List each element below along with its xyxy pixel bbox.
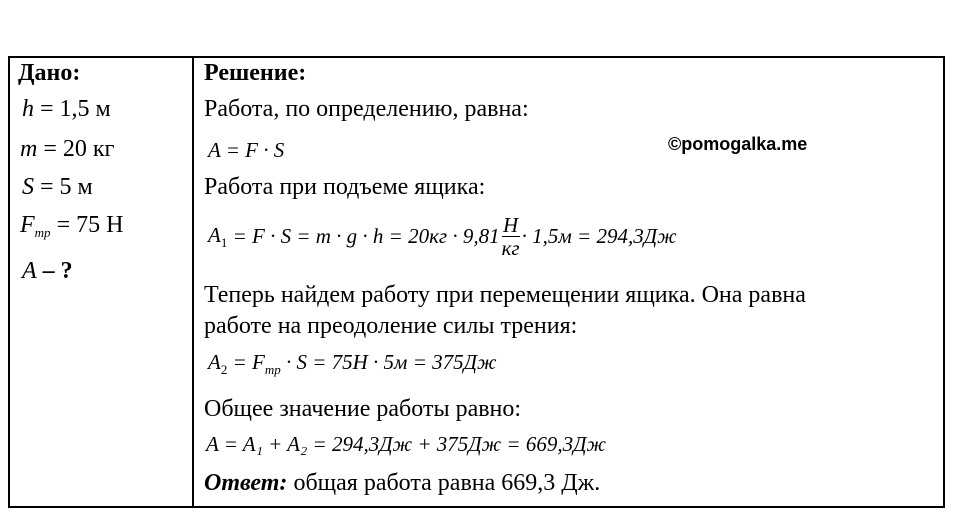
- solution-line-3: Теперь найдем работу при перемещении ящика. Она равна: [204, 282, 806, 308]
- fraction-numerator: Н: [503, 213, 519, 237]
- given-var: F: [20, 212, 35, 238]
- given-var: h: [22, 96, 34, 122]
- given-value: = 1,5 м: [40, 96, 111, 122]
- formula2-left: = F · S = m · g · h = 20кг · 9,81: [232, 224, 500, 248]
- solution-line-1: Работа, по определению, равна:: [204, 96, 529, 122]
- answer: [204, 470, 600, 497]
- given-value: = 20 кг: [43, 136, 115, 162]
- formula-1: A = F · S: [208, 138, 285, 162]
- solution-line-4: работе на преодоление силы трения:: [204, 313, 578, 339]
- given-var: A: [22, 258, 37, 284]
- formula2-a1: $A_1$: [208, 222, 228, 250]
- watermark: ©pomogalka.me: [668, 134, 808, 154]
- given-sub: тр: [34, 225, 51, 240]
- given-item-a: [22, 258, 73, 285]
- column-divider: [192, 56, 194, 508]
- given-var: m: [20, 136, 38, 162]
- solution-line-2: Работа при подъеме ящика:: [204, 174, 486, 200]
- given-item-m: [20, 136, 114, 163]
- given-var: S: [22, 174, 34, 200]
- given-value: – ?: [42, 258, 73, 284]
- answer-label: Ответ:: [204, 470, 288, 496]
- solution-line-5: Общее значение работы равно:: [204, 396, 522, 422]
- formula-3: $A_2 = F_{тр} \cdot S = 75Н \cdot 5м = 375Дж$: [208, 350, 497, 377]
- given-value: = 5 м: [40, 174, 93, 200]
- formula2-fraction: [502, 214, 520, 259]
- given-item-h: [22, 96, 111, 123]
- solution-title: Решение:: [204, 60, 307, 86]
- answer-text: общая работа равна 669,3 Дж.: [293, 470, 601, 496]
- formula-2: [208, 214, 677, 259]
- given-title: Дано:: [18, 60, 81, 86]
- formula-4: A = A₁ + A₂ = 294,3Дж + 375Дж = 669,3Дж: [206, 432, 606, 456]
- given-item-f: [20, 212, 123, 241]
- formula2-right: · 1,5м = 294,3Дж: [521, 224, 677, 248]
- fraction-denominator: кг: [501, 236, 520, 260]
- formula3-right: · S = 75Н · 5м = 375Дж: [285, 350, 497, 374]
- given-item-s: [22, 174, 93, 201]
- given-value: = 75 Н: [56, 212, 124, 238]
